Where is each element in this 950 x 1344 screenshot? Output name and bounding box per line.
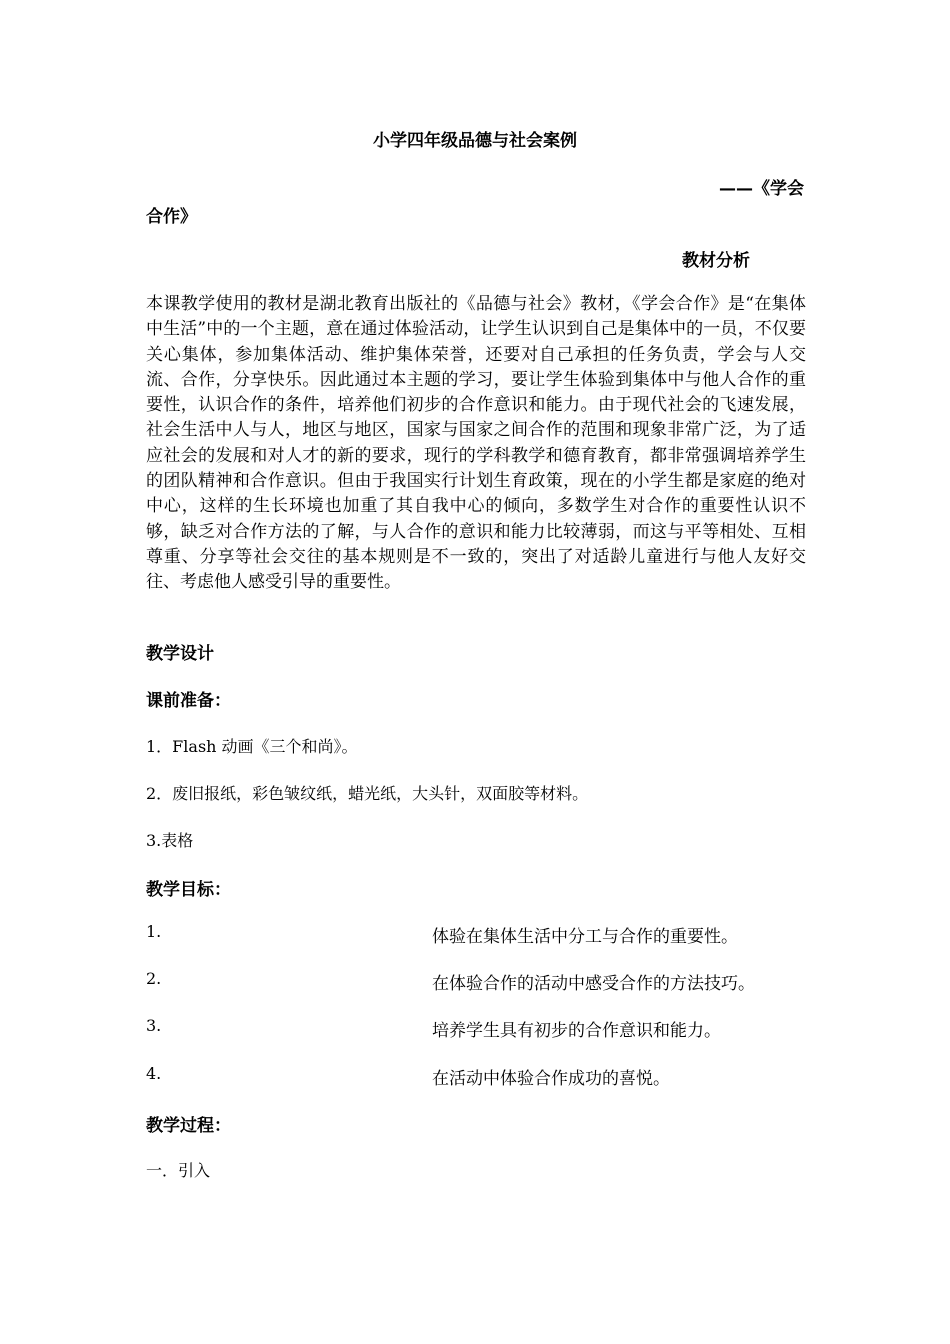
goal-number: 2. (146, 969, 162, 988)
goal-text: 体验在集体生活中分工与合作的重要性。 (432, 927, 738, 947)
goal-text: 培养学生具有初步的合作意识和能力。 (432, 1021, 721, 1041)
materials-paragraph: 本课教学使用的教材是湖北教育出版社的《品德与社会》教材，《学会合作》是“在集体中生活”中的一个主题，意在通过体验活动，让学生认识到自己是集体中的一员，不仅要关心集体，参加集体活动、维护集体荣誉，还要对自己承担的任务负责，学会与人交流、合作，分享快乐。因此通过本主题的学习，要让学生体验到集体中与他人合作的重要性，认识合作的条件，培养他们初步的合作意识和能力。由于现代社会的飞速发展，社会生活中人与人，地区与地区，国家与国家之间合作的范围和现象非常广泛，为了适应社会的发展和对人才的新的要求，现行的学科教学和德育教育，都非常强调培养学生的团队精神和合作意识。但由于我国实行计划生育政策，现在的小学生都是家庭的绝对中心，这样的生长环境也加重了其自我中心的倾向，多数学生对合作的重要性认识不够，缺乏对合作方法的了解，与人合作的意识和能力比较薄弱，而这与平等相处、互相尊重、分享等社会交往的基本规则是不一致的，突出了对适龄儿童进行与他人友好交往、考虑他人感受引导的重要性。 (146, 294, 806, 593)
goal-number: 3. (146, 1016, 162, 1035)
section-heading-materials: 教材分析 (682, 251, 750, 271)
section-heading-prep: 课前准备： (146, 691, 231, 711)
goal-text: 在体验合作的活动中感受合作的方法技巧。 (432, 974, 755, 994)
section-heading-process: 教学过程： (146, 1116, 231, 1136)
document-subtitle-part2: 合作》 (146, 207, 197, 227)
section-heading-goals: 教学目标： (146, 880, 231, 900)
prep-item: 1．Flash 动画《三个和尚》。 (146, 737, 358, 756)
process-item: 一．引入 (146, 1161, 211, 1180)
goal-number: 4. (146, 1064, 162, 1083)
goal-text: 在活动中体验合作成功的喜悦。 (432, 1069, 670, 1089)
prep-item: 3.表格 (146, 831, 194, 850)
prep-item: 2．废旧报纸，彩色皱纹纸，蜡光纸，大头针，双面胶等材料。 (146, 784, 589, 803)
document-subtitle-part1: ——《学会 (719, 179, 804, 199)
goal-number: 1. (146, 922, 162, 941)
document-title: 小学四年级品德与社会案例 (373, 131, 577, 151)
section-heading-design: 教学设计 (146, 644, 214, 664)
